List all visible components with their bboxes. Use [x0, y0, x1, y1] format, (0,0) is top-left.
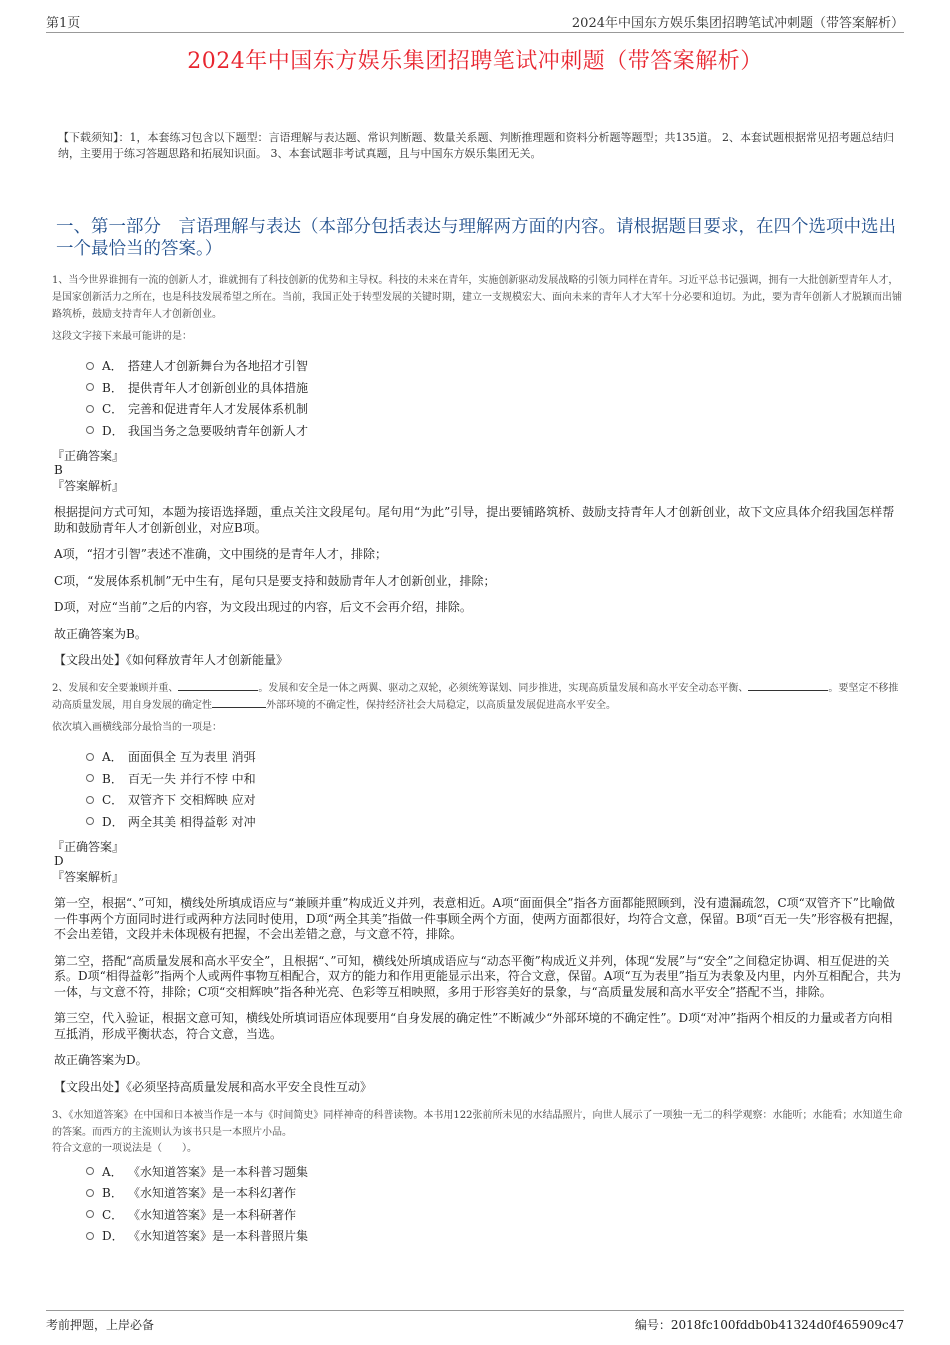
radio-icon[interactable] [86, 774, 94, 782]
question-1-option-a[interactable]: A． 搭建人才创新舞台为各地招才引智 [86, 355, 904, 377]
question-1-text: 1、当今世界谁拥有一流的创新人才，谁就拥有了科技创新的优势和主导权。科技的未来在青年，实施创新驱动发展战略的引领力同样在青年。习近平总书记强调，拥有一大批创新型青年人才，是国家创新活力之所在，也是科技发展希望之所在。当前，我国正处于转型发展的关键时期，建立一支规模宏大、面向未来的青年人才大军十分必要和迫切。为此，要为青年创新人才脱颖而出铺路筑桥，鼓励支持青年人才创新创业。 [52, 275, 902, 320]
question-2-option-b[interactable]: B． 百无一失 并行不悖 中和 [86, 768, 904, 790]
question-2-analysis-2: 第二空，搭配“高质量发展和高水平安全”，且根据“、”可知，横线处所填成语应与“动态平衡”构成近义并列，体现“发展”与“安全”之间稳定协调、相互促进的关系。D项“相得益彰”指两个人或两件事物互相配合，双方的能力和作用更能显示出来，符合文意，保留。A项“互为表里”指互为表象及内里，内外互相配合，共为一体，与文意不符，排除；C项“交相辉映”指各种光亮、色彩等互相映照，多用于形容美好的景象，与“高质量发展和高水平安全”搭配不当，排除。 [54, 953, 901, 999]
answer-label: 『正确答案』 [52, 449, 125, 463]
answer-label: 『正确答案』 [52, 840, 125, 854]
question-3-options [86, 1161, 904, 1247]
question-1-option-b[interactable]: B． 提供青年人才创新创业的具体措施 [86, 377, 904, 399]
question-3-option-c[interactable]: C． 《水知道答案》是一本科研著作 [86, 1204, 904, 1226]
fill-blank-2[interactable] [748, 681, 828, 691]
question-1-source: 【文段出处】《如何释放青年人才创新能量》 [54, 653, 289, 667]
question-1-analysis-4: D项，对应“当前”之后的内容，为文段出现过的内容，后文不会再介绍，排除。 [54, 600, 472, 614]
question-2-option-d[interactable]: D． 两全其美 相得益彰 对冲 [86, 811, 904, 833]
radio-icon[interactable] [86, 426, 94, 434]
radio-icon[interactable] [86, 1167, 94, 1175]
page-header [46, 12, 904, 33]
question-3-option-d[interactable]: D． 《水知道答案》是一本科普照片集 [86, 1225, 904, 1247]
question-2-prompt: 依次填入画横线部分最恰当的一项是： [52, 722, 222, 733]
radio-icon[interactable] [86, 362, 94, 370]
radio-icon[interactable] [86, 383, 94, 391]
question-3 [52, 1107, 904, 1247]
fill-blank-3[interactable] [212, 698, 266, 708]
fill-blank-1[interactable] [178, 681, 258, 691]
header-doc-title: 2024年中国东方娱乐集团招聘笔试冲刺题（带答案解析） [571, 16, 904, 31]
radio-icon[interactable] [86, 1232, 94, 1240]
footer-doc-id: 编号：2018fc100fddb0b41324d0f465909c47 [634, 1318, 904, 1332]
question-2-option-c[interactable]: C． 双管齐下 交相辉映 应对 [86, 789, 904, 811]
question-3-text: 3、《水知道答案》在中国和日本被当作是一本与《时间简史》同样神奇的科普读物。本书用122张前所未见的水结晶照片，向世人展示了一项独一无二的科学观察：水能听；水能看；水知道生命的答案。而西方的主流则认为该书只是一本照片小品。 [52, 1109, 903, 1138]
question-2 [52, 680, 904, 1095]
question-2-options [86, 746, 904, 832]
question-1-option-c[interactable]: C． 完善和促进青年人才发展体系机制 [86, 398, 904, 420]
question-3-option-a[interactable]: A． 《水知道答案》是一本科普习题集 [86, 1161, 904, 1183]
section-heading: 一、第一部分 言语理解与表达（本部分包括表达与理解两方面的内容。请根据题目要求，在四个选项中选出一个最恰当的答案。） [56, 217, 896, 259]
question-1 [52, 272, 904, 668]
question-3-option-b[interactable]: B． 《水知道答案》是一本科幻著作 [86, 1182, 904, 1204]
radio-icon[interactable] [86, 405, 94, 413]
radio-icon[interactable] [86, 1189, 94, 1197]
analysis-label: 『答案解析』 [52, 479, 125, 493]
radio-icon[interactable] [86, 753, 94, 761]
question-2-option-a[interactable]: A． 面面俱全 互为表里 消弭 [86, 746, 904, 768]
question-2-source: 【文段出处】《必须坚持高质量发展和高水平安全良性互动》 [54, 1079, 373, 1094]
document-title: 2024年中国东方娱乐集团招聘笔试冲刺题（带答案解析） [187, 49, 763, 74]
question-1-options [86, 355, 904, 441]
question-1-analysis-1: 根据提问方式可知，本题为接语选择题，重点关注文段尾句。尾句用“为此”引导，提出要铺路筑桥、鼓励支持青年人才创新创业，故下文应具体介绍我国怎样帮助和鼓励青年人才创新创业，对应B项。 [54, 505, 895, 535]
radio-icon[interactable] [86, 1210, 94, 1218]
question-1-prompt: 这段文字接下来最可能讲的是： [52, 331, 192, 342]
page-footer [46, 1310, 904, 1338]
question-1-analysis-2: A项，“招才引智”表述不准确，文中围绕的是青年人才，排除； [54, 547, 387, 561]
footer-slogan: 考前押题，上岸必备 [46, 1318, 155, 1332]
radio-icon[interactable] [86, 796, 94, 804]
question-3-prompt: 符合文意的一项说法是（ ）。 [52, 1142, 197, 1154]
question-1-analysis-3: C项，“发展体系机制”无中生有，尾句只是要支持和鼓励青年人才创新创业，排除； [54, 573, 496, 588]
page-number: 第1页 [46, 16, 81, 31]
question-1-answer: B [54, 463, 63, 477]
question-2-answer: D [54, 854, 64, 868]
question-2-conclusion: 故正确答案为D。 [54, 1053, 148, 1067]
download-notice: 【下载须知】：1，本套练习包含以下题型：言语理解与表达题、常识判断题、数量关系题、判断推理题和资料分析题等题型；共135道。 2、本套试题根据常见招考题总结归纳，主要用于练习答题思路和拓展知识面。 3、本套试题非考试真题，且与中国东方娱乐集团无关。 [58, 131, 894, 160]
question-2-analysis-3: 第三空，代入验证，根据文意可知，横线处所填词语应体现要用“自身发展的确定性”不断减少“外部环境的不确定性”。D项“对冲”指两个相反的力量或者方向相互抵消，形成平衡状态，符合文意，当选。 [54, 1011, 893, 1041]
question-2-analysis-1: 第一空，根据“、”可知，横线处所填成语应与“兼顾并重”构成近义并列，表意相近。A项“面面俱全”指各方面都能照顾到，没有遗漏疏忽，C项“双管齐下”比喻做一件事两个方面同时进行或两种方法同时使用，D项“两全其美”指做一件事顾全两个方面，使两方面都很好，均符合文意，保留。B项“百无一失”形容极有把握，不会出差错，文段并未体现极有把握，不会出差错之意，与文意不符，排除。 [54, 896, 901, 941]
questions-content [52, 272, 904, 1255]
question-2-text: 2、发展和安全要兼顾并重、 。发展和安全是一体之两翼、驱动之双轮，必须统筹谋划、同步推进，实现高质量发展和高水平安全动态平衡、 。要坚定不移推动高质量发展，用自身发展的确定性 外部环境的不确定性，保持经济社会大局稳定，以高质量发展促进高水平安全。 [52, 683, 899, 711]
radio-icon[interactable] [86, 817, 94, 825]
analysis-label: 『答案解析』 [52, 870, 125, 884]
question-1-conclusion: 故正确答案为B。 [54, 626, 147, 641]
question-1-option-d[interactable]: D． 我国当务之急要吸纳青年创新人才 [86, 420, 904, 442]
